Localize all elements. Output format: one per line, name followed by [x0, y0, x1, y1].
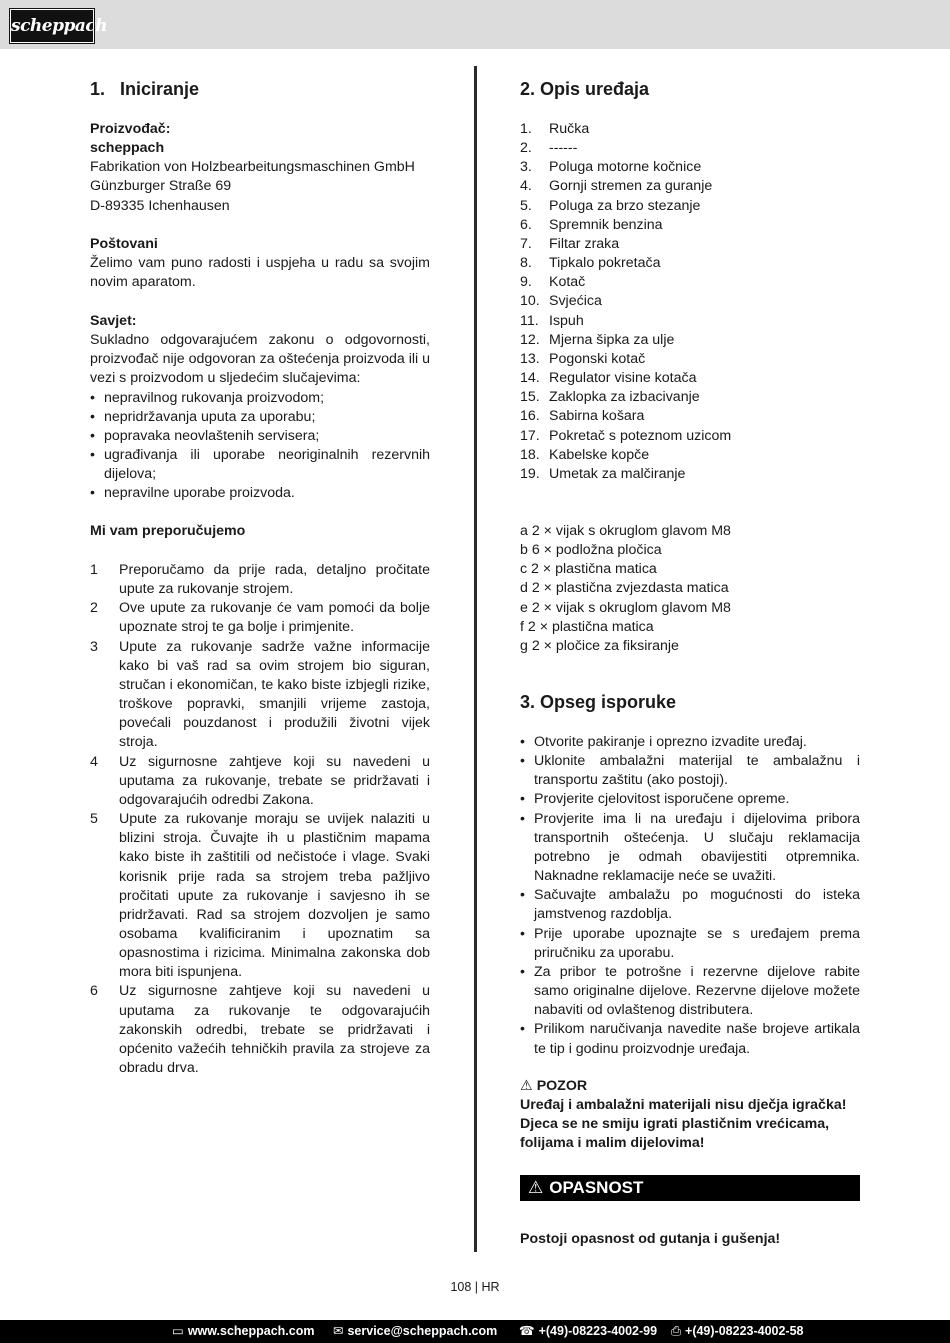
item-number: 8.: [520, 255, 532, 272]
caution-label: POZOR: [536, 1078, 588, 1094]
advice-label: Savjet:: [90, 313, 137, 329]
list-item: [90, 753, 430, 810]
item-text: Poluga za brzo stezanje: [549, 197, 701, 214]
item-number: 15.: [520, 389, 540, 406]
manufacturer-name: scheppach: [90, 140, 165, 157]
item-number: 17.: [520, 427, 540, 444]
list-item: [520, 331, 860, 350]
item-text: Ručka: [549, 121, 590, 137]
phone-icon: ☎: [519, 1324, 535, 1338]
list-item: • popravaka neovlaštenih servisera;: [90, 427, 430, 446]
list-item: [520, 139, 860, 158]
list-item: f 2 × plastična matica: [520, 618, 654, 635]
greeting-text: Želimo vam puno radosti i uspjeha u radu sa svojim novim aparatom.: [90, 255, 430, 291]
item-number: 5: [90, 811, 98, 828]
list-item: • nepridržavanja uputa za uporabu;: [90, 408, 430, 427]
list-item: • Prilikom naručivanja navedite naše brojeve artikala te tip i godinu proizvodnje uređaja.: [520, 1020, 860, 1058]
section-title-description: 2. Opis uređaja: [520, 79, 650, 99]
item-text: Kotač: [549, 274, 586, 291]
danger-text: Postoji opasnost od gutanja i gušenja!: [520, 1231, 781, 1247]
item-number: 2.: [520, 140, 532, 157]
item-text: Tipkalo pokretača: [549, 255, 661, 272]
footer-web[interactable]: [172, 1320, 314, 1343]
item-number: 18.: [520, 446, 540, 463]
item-number: 13.: [520, 350, 540, 367]
list-item: • Otvorite pakiranje i oprezno izvadite uređaj.: [520, 733, 860, 752]
list-item: [520, 197, 860, 216]
list-item: • Sačuvajte ambalažu po mogućnosti do isteka jamstvenog razdoblja.: [520, 886, 860, 924]
item-number: 6: [90, 983, 98, 1000]
item-number: 1: [90, 562, 98, 578]
advice-list: [90, 389, 430, 504]
item-text: Umetak za malčiranje: [549, 465, 686, 482]
item-text: Pokretač s poteznom uzicom: [549, 427, 732, 444]
list-item: [520, 446, 860, 465]
footer-phone: [519, 1320, 657, 1343]
phone-number: +(49)-08223-4002-99: [538, 1324, 658, 1338]
recommend-list: [90, 561, 430, 1078]
recommend-heading: [90, 522, 430, 541]
envelope-icon: ✉: [333, 1324, 344, 1338]
footer-bar: [0, 1320, 950, 1343]
list-item: d 2 × plastična zvjezdasta matica: [520, 580, 729, 597]
item-text: Mjerna šipka za ulje: [549, 331, 675, 348]
greeting-label: Poštovani: [90, 236, 158, 252]
section-title-introduction: 1. Iniciranje: [90, 79, 200, 99]
item-number: 16.: [520, 408, 540, 425]
list-item: b 6 × podložna pločica: [520, 542, 662, 559]
list-item: [520, 427, 860, 446]
item-text: Poluga motorne kočnice: [549, 159, 702, 176]
list-item: [520, 254, 860, 273]
list-item: • Provjerite ima li na uređaju i dijelovima pribora transportnih oštećenja. U slučaju reklamacija potrebno je odmah obavijestiti otpremnika. Naknadne reklamacije neće se uvažiti.: [520, 810, 860, 887]
list-item: [520, 273, 860, 292]
caution-text: Uređaj i ambalažni materijali nisu dječja igračka! Djeca se ne smiju igrati plastičnim vrećicama, folijama i malim dijelovima!: [520, 1097, 847, 1152]
page-number: 108 | HR: [450, 1280, 500, 1294]
item-text: Pogonski kotač: [549, 350, 646, 367]
item-number: 14.: [520, 370, 540, 387]
scheppach-logo: scheppach: [10, 9, 94, 43]
warning-icon: ⚠: [528, 1178, 544, 1197]
header-band: [0, 0, 950, 49]
list-item: [520, 465, 860, 484]
item-text: Kabelske kopče: [549, 446, 650, 463]
danger-banner: [520, 1175, 860, 1201]
item-text: Ispuh: [549, 312, 584, 329]
item-text: ------: [549, 140, 578, 157]
item-number: 10.: [520, 293, 540, 310]
caution-block: [520, 1077, 860, 1154]
section-title-scope: 3. Opseg isporuke: [520, 692, 677, 712]
danger-label: OPASNOST: [549, 1178, 644, 1197]
warning-icon: ⚠: [520, 1078, 533, 1094]
item-text: Filtar zraka: [549, 235, 620, 252]
list-item: • ugrađivanja ili uporabe neoriginalnih rezervnih dijelova;: [90, 446, 430, 484]
item-number: 6.: [520, 216, 532, 233]
item-text: Ove upute za rukovanje će vam pomoći da bolje upoznate stroj te ga bolje i primjenite.: [119, 600, 430, 636]
item-text: Regulator visine kotača: [549, 370, 697, 387]
item-number: 1.: [520, 121, 532, 137]
item-number: 4: [90, 753, 98, 770]
item-text: Zaklopka za izbacivanje: [549, 389, 700, 406]
list-item: • nepravilne uporabe proizvoda.: [90, 484, 430, 503]
item-number: 3.: [520, 159, 532, 176]
item-text: Upute za rukovanje sadrže važne informacije kako bi vaš rad sa ovim strojem bio siguran, stručan i ekonomičan, te kako biste izbjegli rizike, troškove popravki, smanjili vrijeme zastoja, povećali pouzdanost i produžili životni vijek stroja.: [119, 638, 430, 751]
list-item: • Za pribor te potrošne i rezervne dijelove rabite samo originalne dijelove. Rezervne dijelove možete nabaviti od ovlaštenog distributera.: [520, 963, 860, 1020]
item-text: Uz sigurnosne zahtjeve koji su navedeni u uputama za rukovanje te odgovarajućih zakonskih odredbi, trebate se pridržavati i općenito važećih tehničkih pravila za strojeve za obradu drva.: [119, 983, 430, 1077]
item-text: Uz sigurnosne zahtjeve koji su navedeni u uputama za rukovanje, trebate se pridržavati i odgovarajućih odredbi Zakona.: [119, 753, 430, 808]
manufacturer-block: [90, 120, 430, 216]
address-line: D-89335 Ichenhausen: [90, 197, 230, 214]
list-item: [90, 638, 430, 753]
list-item: [90, 982, 430, 1078]
caution-heading: [520, 1077, 860, 1096]
item-text: Sabirna košara: [549, 408, 645, 425]
computer-icon: ▭: [172, 1324, 184, 1338]
item-text: Spremnik benzina: [549, 216, 663, 233]
advice-block: [90, 312, 430, 504]
list-item: [90, 810, 430, 982]
list-item: a 2 × vijak s okruglom glavom M8: [520, 523, 731, 539]
list-item: [520, 158, 860, 177]
item-text: Preporučamo da prije rada, detaljno pročitate upute za rukovanje strojem.: [119, 562, 430, 598]
address-line: Günzburger Straße 69: [90, 178, 232, 195]
advice-text: Sukladno odgovarajućem zakonu o odgovornosti, proizvođač nije odgovoran za oštećenja proizvoda ili u vezi s proizvodom u sljedećim slučajevima:: [90, 332, 430, 387]
small-parts-list: [520, 522, 860, 656]
list-item: [520, 369, 860, 388]
list-item: [520, 388, 860, 407]
item-number: 19.: [520, 465, 540, 482]
item-number: 11.: [520, 312, 539, 329]
item-number: 12.: [520, 331, 540, 348]
list-item: [520, 312, 860, 331]
list-item: [520, 216, 860, 235]
list-item: [520, 292, 860, 311]
footer-email[interactable]: [333, 1320, 497, 1343]
list-item: • nepravilnog rukovanja proizvodom;: [90, 389, 430, 408]
list-item: • Provjerite cjelovitost isporučene opreme.: [520, 790, 860, 809]
item-number: 4.: [520, 178, 532, 195]
list-item: g 2 × pločice za fiksiranje: [520, 637, 679, 654]
list-item: [520, 177, 860, 196]
column-divider: [474, 66, 477, 1252]
address-line: Fabrikation von Holzbearbeitungsmaschinen GmbH: [90, 159, 415, 176]
greeting-block: [90, 235, 430, 292]
list-item: [90, 599, 430, 637]
item-number: 9.: [520, 274, 532, 291]
list-item: • Prije uporabe upoznajte se s uređajem prema priručniku za uporabu.: [520, 925, 860, 963]
scope-list: [520, 733, 860, 1059]
footer-fax: [671, 1320, 804, 1343]
list-item: • Uklonite ambalažni materijal te ambalažnu i transportu zaštitu (ako postoji).: [520, 752, 860, 790]
fax-number: +(49)-08223-4002-58: [685, 1324, 804, 1338]
manufacturer-label: Proizvođač:: [90, 121, 171, 137]
item-number: 5.: [520, 197, 532, 214]
fax-icon: ⎙: [671, 1324, 682, 1338]
list-item: [520, 350, 860, 369]
item-text: Upute za rukovanje moraju se uvijek nalaziti u blizini stroja. Čuvajte ih u plastičnim mapama kako biste ih zaštitili od nečistoće i vlage. Svaki korisnik prije rada sa strojem treba pažljivo pročitati upute za rukovanje i savjesno ih se pridržavati. Rad sa strojem dozvoljen je samo osobama kvalificiranim i upoznatim sa opasnostima i rizicima. Minimalna zakonska dob mora biti ispunjena.: [119, 811, 430, 981]
recommend-label: Mi vam preporučujemo: [90, 523, 246, 539]
list-item: c 2 × plastična matica: [520, 561, 657, 578]
web-address: www.scheppach.com: [187, 1324, 315, 1338]
list-item: e 2 × vijak s okruglom glavom M8: [520, 599, 731, 616]
item-number: 2: [90, 600, 98, 617]
item-number: 3: [90, 638, 98, 655]
email-address: service@scheppach.com: [347, 1324, 498, 1338]
list-item: [520, 235, 860, 254]
item-number: 7.: [520, 235, 532, 252]
list-item: [520, 120, 860, 139]
parts-list: [520, 120, 860, 484]
item-text: Svjećica: [549, 293, 602, 310]
list-item: [90, 561, 430, 599]
item-text: Gornji stremen za guranje: [549, 178, 713, 195]
list-item: [520, 407, 860, 426]
